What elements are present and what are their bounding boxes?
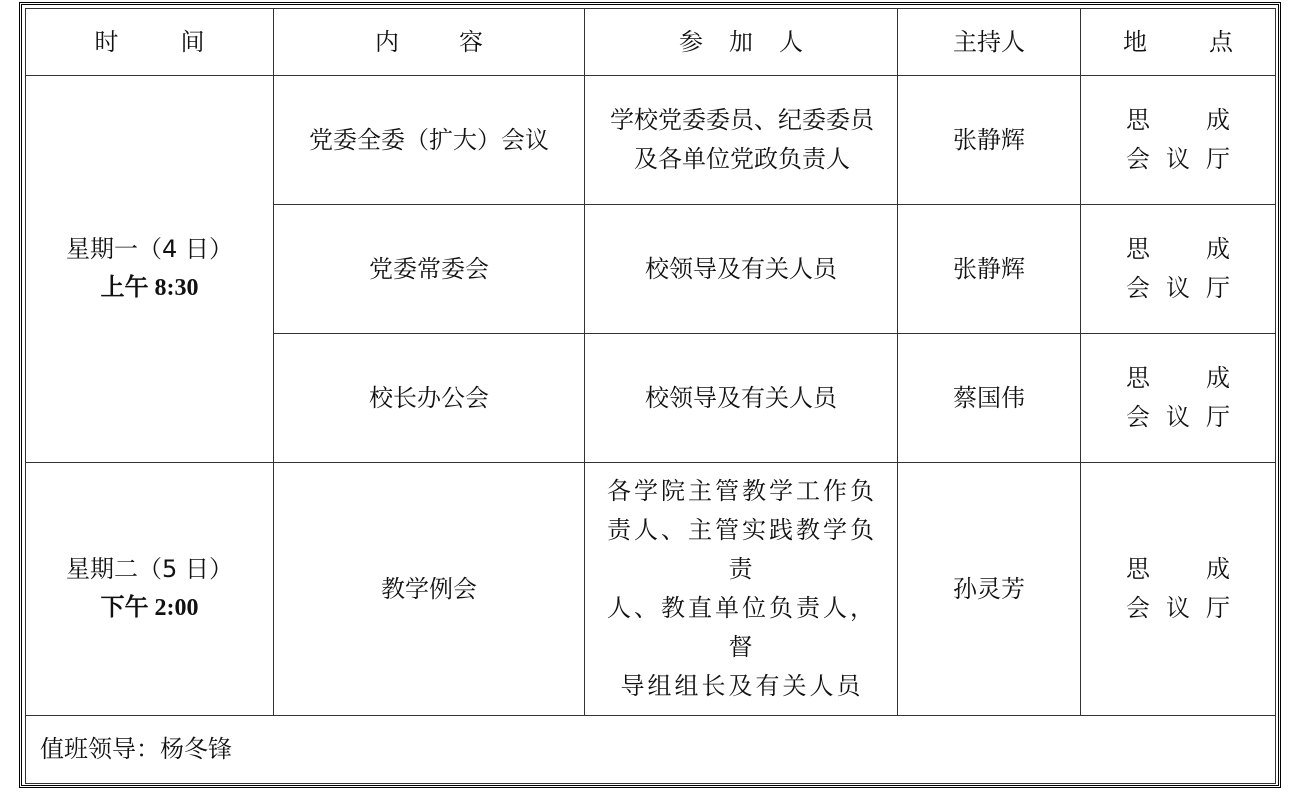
meeting-participants: 各学院主管教学工作负 责人、主管实践教学负责 人、教直单位负责人，督 导组组长及有关人员 [585, 463, 898, 716]
day1-time: 上午 8:30 [100, 275, 199, 301]
day1-date: 星期一（4 日） [66, 235, 233, 263]
day2-date: 星期二（5 日） [66, 555, 233, 583]
meeting-content: 党委全委（扩大）会议 [274, 76, 585, 205]
meeting-place: 思 成 会 议 厅 [1081, 463, 1276, 716]
header-host: 主持人 [898, 9, 1081, 76]
day2-time: 下午 2:00 [100, 595, 199, 621]
day2-time-cell [26, 463, 274, 716]
meeting-content: 党委常委会 [274, 205, 585, 334]
meeting-place: 思 成 会 议 厅 [1081, 205, 1276, 334]
header-content: 内 容 [274, 9, 585, 76]
meeting-participants: 校领导及有关人员 [585, 334, 898, 463]
schedule-table [25, 8, 1276, 784]
header-place: 地 点 [1081, 9, 1276, 76]
meeting-host: 张静辉 [898, 76, 1081, 205]
meeting-participants: 学校党委委员、纪委委员 及各单位党政负责人 [585, 76, 898, 205]
meeting-place: 思 成 会 议 厅 [1081, 76, 1276, 205]
header-time: 时 间 [26, 9, 274, 76]
table-row [26, 76, 1276, 205]
header-row [26, 9, 1276, 76]
day1-time-cell [26, 76, 274, 463]
meeting-content: 教学例会 [274, 463, 585, 716]
meeting-host: 孙灵芳 [898, 463, 1081, 716]
meeting-content: 校长办公会 [274, 334, 585, 463]
meeting-place: 思 成 会 议 厅 [1081, 334, 1276, 463]
table-row [26, 463, 1276, 716]
meeting-participants: 校领导及有关人员 [585, 205, 898, 334]
meeting-host: 蔡国伟 [898, 334, 1081, 463]
duty-row [26, 716, 1276, 784]
duty-leader: 值班领导：杨冬锋 [26, 716, 1276, 784]
meeting-host: 张静辉 [898, 205, 1081, 334]
header-participants: 参 加 人 [585, 9, 898, 76]
